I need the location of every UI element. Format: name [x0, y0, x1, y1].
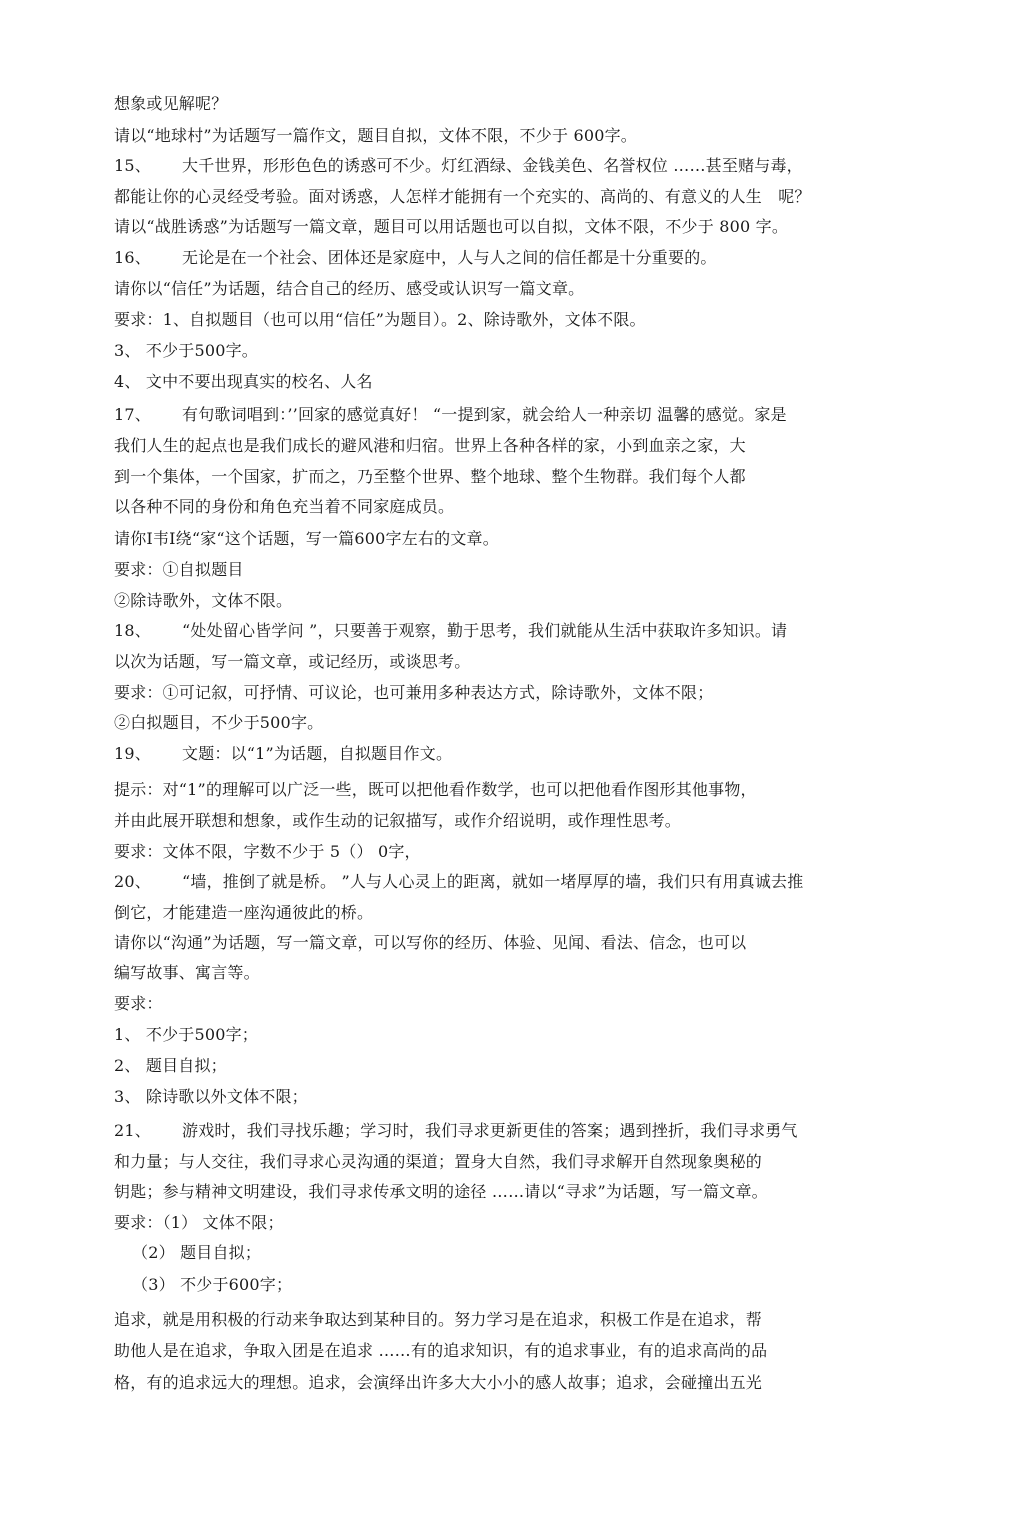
- text-line: 请以“地球村”为话题写一篇作文，题目自拟，文体不限，不少于 600字。: [114, 126, 637, 145]
- text-line: 请你以“沟通”为话题，写一篇文章，可以写你的经历、体验、见闻、看法、信念，也可以: [114, 933, 747, 952]
- item-number: 18、: [114, 621, 151, 640]
- text-line: 以各种不同的身份和角色充当着不同家庭成员。: [114, 497, 455, 516]
- item-number: 21、: [114, 1121, 151, 1140]
- text-line: 以次为话题，写一篇文章，或记经历，或谈思考。: [114, 652, 471, 671]
- text-line: 和力量；与人交往，我们寻求心灵沟通的渠道；置身大自然，我们寻求解开自然现象奥秘的: [114, 1152, 763, 1171]
- numbered-line: [114, 156, 803, 176]
- text-line: 追求，就是用积极的行动来争取达到某种目的。努力学习是在追求，积极工作是在追求，帮: [114, 1310, 763, 1329]
- text-line: 2、 题目自拟；: [114, 1056, 227, 1075]
- text-line: 要求：①可记叙，可抒情、可议论，也可兼用多种表达方式，除诗歌外，文体不限；: [114, 683, 714, 702]
- numbered-line: [114, 872, 803, 892]
- numbered-line: [114, 621, 787, 641]
- item-text: 大千世界，形形色色的诱惑可不少。灯红酒绿、金钱美色、名誉权位 ……甚至赌与毒，: [182, 156, 803, 175]
- text-line: 要求：文体不限，字数不少于 5（） 0字，: [114, 842, 421, 861]
- text-line: 助他人是在追求，争取入团是在追求 ……有的追求知识，有的追求事业，有的追求高尚的品: [114, 1341, 768, 1360]
- text-line: 编写故事、寓言等。: [114, 963, 260, 982]
- text-line: 钥匙；参与精神文明建设，我们寻求传承文明的途径 ……请以“寻求”为话题，写一篇文章。: [114, 1182, 768, 1201]
- item-number: 19、: [114, 744, 151, 763]
- text-line: 格，有的追求远大的理想。追求，会演绎出许多大大小小的感人故事；追求，会碰撞出五光: [114, 1373, 763, 1392]
- numbered-line: [114, 744, 452, 764]
- text-line: 并由此展开联想和想象，或作生动的记叙描写，或作介绍说明，或作理性思考。: [114, 811, 682, 830]
- numbered-line: [114, 405, 787, 425]
- text-line: 要求：: [114, 994, 163, 1013]
- text-line: 要求：1、自拟题目（也可以用“信任”为题目）。2、除诗歌外，文体不限。: [114, 310, 646, 329]
- text-line: ②白拟题目，不少于500字。: [114, 713, 324, 732]
- text-line: 到一个集体，一个国家，扩而之，乃至整个世界、整个地球、整个生物群。我们每个人都: [114, 467, 746, 486]
- item-number: 20、: [114, 872, 151, 891]
- item-text: “墙，推倒了就是桥。 ”人与人心灵上的距离，就如一堵厚厚的墙，我们只有用真诚去推: [182, 872, 804, 891]
- text-line: （2） 题目自拟；: [132, 1243, 262, 1262]
- text-line: 请以“战胜诱惑”为话题写一篇文章，题目可以用话题也可以自拟，文体不限，不少于 800 字。: [114, 217, 789, 236]
- item-number: 17、: [114, 405, 151, 424]
- text-line: 4、 文中不要出现真实的校名、人名: [114, 372, 373, 391]
- text-line: （3） 不少于600字；: [132, 1275, 293, 1294]
- item-text: 文题：以“1”为话题，自拟题目作文。: [182, 744, 453, 763]
- item-number: 15、: [114, 156, 151, 175]
- text-line: 要求：①自拟题目: [114, 560, 244, 579]
- text-line: 提示：对“1”的理解可以广泛一些，既可以把他看作数学，也可以把他看作图形其他事物，: [114, 780, 757, 799]
- item-number: 16、: [114, 248, 151, 267]
- item-text: 游戏时，我们寻找乐趣；学习时，我们寻求更新更佳的答案；遇到挫折，我们寻求勇气: [182, 1121, 798, 1140]
- text-line: 要求：（1） 文体不限；: [114, 1213, 284, 1232]
- numbered-line: [114, 1121, 798, 1141]
- text-line: 3、 除诗歌以外文体不限；: [114, 1087, 308, 1106]
- item-text: 无论是在一个社会、团体还是家庭中，人与人之间的信任都是十分重要的。: [182, 248, 717, 267]
- text-line: ②除诗歌外，文体不限。: [114, 591, 293, 610]
- text-line: 倒它，才能建造一座沟通彼此的桥。: [114, 903, 374, 922]
- text-line: 请你I韦I绕“家“这个话题，写一篇600字左右的文章。: [114, 529, 499, 548]
- text-line: 我们人生的起点也是我们成长的避风港和归宿。世界上各种各样的家，小到血亲之家，大: [114, 436, 746, 455]
- numbered-line: [114, 248, 717, 268]
- item-text: “处处留心皆学问 ”，只要善于观察，勤于思考，我们就能从生活中获取许多知识。请: [182, 621, 788, 640]
- text-line: 请你以“信任”为话题，结合自己的经历、感受或认识写一篇文章。: [114, 279, 585, 298]
- text-line: 1、 不少于500字；: [114, 1025, 259, 1044]
- text-line: 3、 不少于500字。: [114, 341, 259, 360]
- text-line: 想象或见解呢？: [114, 94, 228, 113]
- text-line: 都能让你的心灵经受考验。面对诱惑，人怎样才能拥有一个充实的、高尚的、有意义的人生 呢？: [114, 187, 811, 206]
- item-text: 有句歌词唱到：’’回家的感觉真好！ “一提到家，就会给人一种亲切 温馨的感觉。家是: [182, 405, 787, 424]
